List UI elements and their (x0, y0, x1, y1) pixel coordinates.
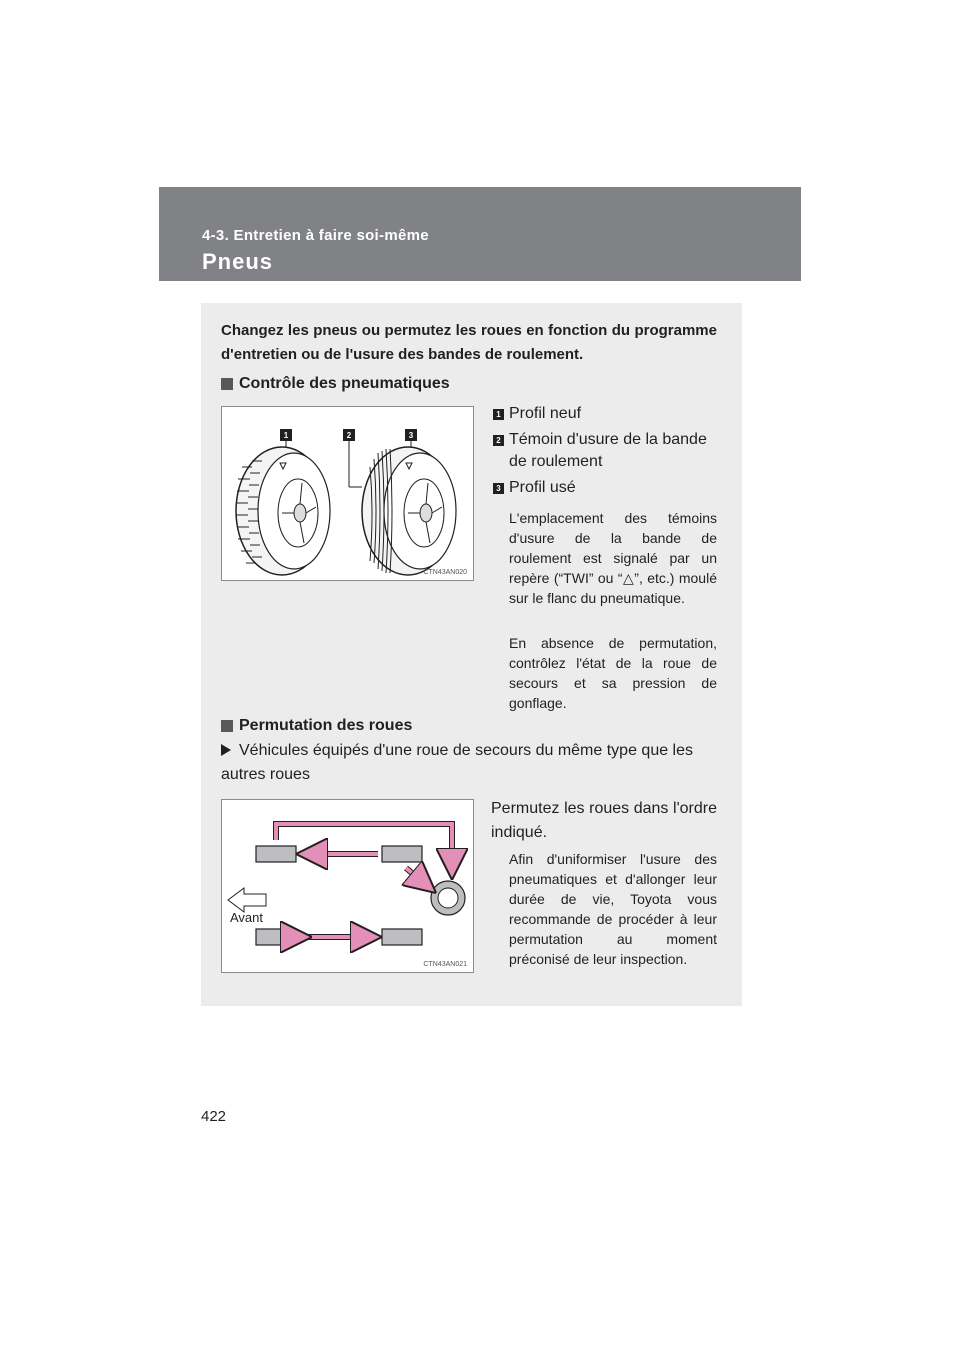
rotation-figure (221, 799, 474, 973)
callout-2: 2 (346, 431, 352, 440)
spare-note: En absence de permutation, contrôlez l'état de la roue de secours et sa pression de gonflage. (509, 635, 717, 711)
rotation-note: Afin d'uniformiser l'usure des pneumatiques et d'allonger leur durée de vie, Toyota vous recommande de procéder à leur permutation au moment préconisé de leur inspection. (509, 851, 717, 967)
tire-illustration (222, 407, 473, 580)
page-title: Pneus (202, 249, 274, 274)
legend-text-2: Témoin d'usure de la bande de roulement (509, 431, 707, 470)
figure-code: CTN43AN020 (423, 569, 467, 576)
rotation-diagram (222, 800, 473, 972)
tire-wear-figure (221, 406, 474, 581)
legend-text-3: Profil usé (509, 479, 576, 496)
tire-check-heading (221, 375, 450, 393)
legend-number-2: 2 (493, 435, 504, 446)
front-label: Avant (230, 910, 264, 925)
callout-3: 3 (408, 431, 414, 440)
figure-code: CTN43AN021 (423, 961, 467, 968)
legend-text-1: Profil neuf (509, 405, 582, 422)
legend-item-1 (493, 403, 581, 425)
square-bullet-icon (221, 378, 233, 390)
section-label: 4-3. Entretien à faire soi-même (202, 227, 429, 244)
legend-number-1: 1 (493, 409, 504, 420)
arrow-bullet-icon (221, 744, 231, 756)
vehicle-condition-text: Véhicules équipés d'une roue de secours du même type que les autres roues (221, 742, 694, 783)
legend-item-2 (493, 429, 719, 473)
twi-note: L'emplacement des témoins d'usure de la bande de roulement est signalé par un repère (“TWI” ou “△”, etc.) moulé sur le flanc du pneumatique. (509, 510, 717, 606)
legend-item-3 (493, 477, 576, 499)
rotation-heading-label: Permutation des roues (239, 717, 413, 734)
vehicle-condition (221, 739, 721, 787)
tire-check-heading-label: Contrôle des pneumatiques (239, 375, 450, 392)
rotation-heading (221, 717, 412, 735)
rotation-instruction: Permutez les roues dans l'ordre indiqué. (491, 800, 717, 841)
content-panel (201, 303, 742, 1006)
callout-1: 1 (283, 431, 289, 440)
intro-text: Changez les pneus ou permutez les roues en fonction du programme d'entretien ou de l'usure des bandes de roulement. (221, 322, 717, 363)
page-number: 422 (201, 1108, 227, 1125)
square-bullet-icon (221, 720, 233, 732)
section-header (159, 187, 801, 281)
legend-number-3: 3 (493, 483, 504, 494)
